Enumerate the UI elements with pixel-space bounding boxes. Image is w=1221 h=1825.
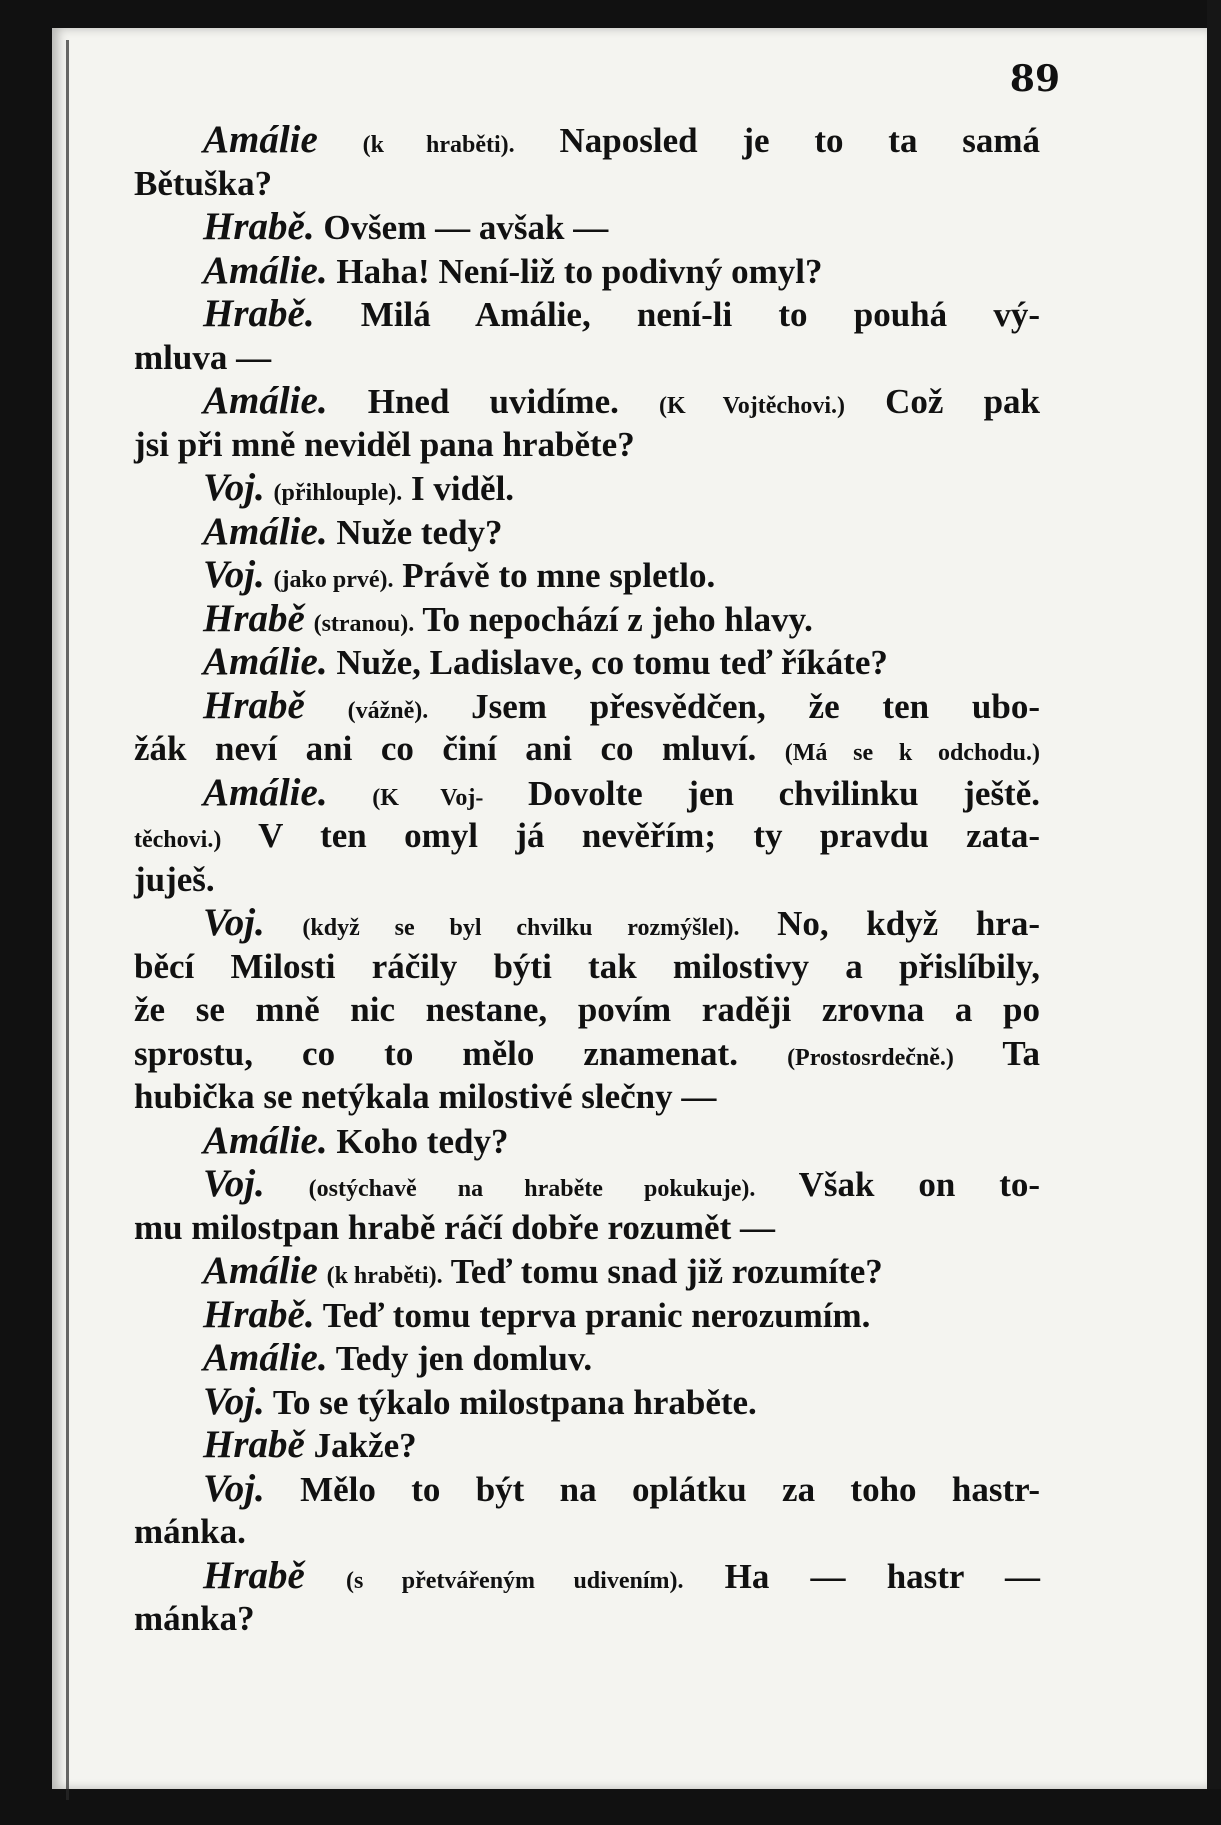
speaker-name: Hrabě. (203, 292, 315, 335)
spoken-text: mánka. (134, 1512, 246, 1551)
speaker-name: Hrabě (203, 683, 305, 727)
text-line (134, 1380, 1040, 1424)
text-line (134, 1249, 1040, 1293)
text-line (134, 945, 1040, 989)
text-line (134, 1206, 1040, 1250)
spoken-text: Haha! Není-liž to podivný omyl? (336, 251, 823, 291)
spoken-text: Ha — hastr — (724, 1556, 1041, 1596)
spoken-text: Koho tedy? (336, 1121, 509, 1161)
speaker-name: Hrabě (203, 1423, 305, 1466)
stage-direction: (vážně). (347, 697, 429, 724)
speaker-name: Amálie. (203, 1336, 328, 1379)
spoken-text: Mělo to být na oplátku za toho hastr- (300, 1469, 1040, 1509)
speaker-name: Amálie. (203, 640, 328, 683)
stage-direction: (Má se k odchodu.) (784, 740, 1040, 766)
text-line (134, 205, 1040, 249)
spoken-text: Jakže? (313, 1426, 417, 1465)
speaker-name: Voj. (203, 1466, 265, 1510)
speaker-name: Amálie. (203, 379, 328, 422)
text-line (134, 162, 1040, 206)
speaker-name: Voj. (203, 1379, 265, 1423)
text-line (134, 1336, 1040, 1380)
stage-direction: (K Vojtěchovi.) (658, 393, 846, 419)
stage-direction: (K Voj- (372, 784, 484, 811)
text-line (134, 1597, 1040, 1641)
stage-direction: (když se byl chvilku rozmýšlel). (302, 915, 740, 941)
text-line (134, 423, 1040, 467)
spoken-text: Právě to mne spletlo. (402, 556, 716, 595)
text-line (134, 640, 1040, 684)
spoken-text: Ta (1002, 1033, 1040, 1073)
text-line (134, 466, 1040, 510)
spoken-text: Nuže tedy? (336, 512, 503, 552)
speaker-name: Voj. (203, 466, 265, 509)
spoken-text: To se týkalo milostpana hraběte. (272, 1382, 757, 1422)
stage-direction: (s přetvářeným udivením). (346, 1567, 684, 1594)
text-line (134, 553, 1040, 597)
text-line (134, 1293, 1040, 1337)
text-line (134, 1075, 1040, 1119)
spoken-text: Teď tomu snad již rozumíte? (450, 1252, 883, 1291)
text-line (134, 379, 1040, 423)
scan-border-left (0, 0, 52, 1825)
speaker-name: Amálie. (203, 509, 328, 553)
speaker-name: Amálie (203, 1249, 318, 1292)
text-line (134, 249, 1040, 293)
page-number: 89 (1009, 58, 1060, 100)
scan-border-bottom (0, 1789, 1221, 1825)
stage-direction: (přihlouple). (273, 480, 403, 506)
speaker-name: Amálie (203, 118, 318, 161)
stage-direction: (stranou). (313, 610, 415, 637)
text-line (134, 597, 1040, 641)
text-line (134, 1032, 1040, 1076)
speaker-name: Hrabě. (203, 1292, 315, 1336)
spoken-text: sprostu, co to mělo znamenat. (134, 1033, 738, 1073)
spoken-text: mluva — (134, 337, 272, 377)
text-line (134, 901, 1040, 945)
spoken-text: No, když hra- (777, 904, 1040, 943)
stage-direction: těchovi.) (134, 827, 222, 853)
spoken-text: Nuže, Ladislave, co tomu teď říkáte? (336, 643, 888, 682)
spoken-text: V ten omyl já nevěřím; ty pravdu zata- (258, 816, 1041, 855)
speaker-name: Amálie. (203, 248, 328, 292)
text-line (134, 858, 1040, 902)
spoken-text: mu milostpan hrabě ráčí dobře rozumět — (134, 1207, 775, 1247)
text-line (134, 1162, 1040, 1206)
stage-direction: (jako prvé). (273, 567, 394, 593)
spoken-text: Však on to- (798, 1165, 1041, 1204)
spoken-text: juješ. (134, 859, 215, 899)
text-line (134, 727, 1040, 771)
stage-direction: (k hraběti). (326, 1263, 443, 1289)
page-binding-edge (66, 40, 69, 1800)
spoken-text: Naposled je to ta samá (559, 121, 1041, 160)
text-line (134, 814, 1040, 858)
text-line (134, 292, 1040, 336)
speaker-name: Hrabě (203, 1553, 305, 1597)
dialogue-text (134, 118, 1040, 1641)
stage-direction: (k hraběti). (362, 132, 515, 158)
speaker-name: Voj. (203, 553, 265, 596)
text-line (134, 118, 1040, 162)
speaker-name: Amálie. (203, 1118, 328, 1162)
spoken-text: Ovšem — avšak — (323, 208, 609, 247)
text-line (134, 336, 1040, 380)
text-line (134, 684, 1040, 728)
text-line (134, 510, 1040, 554)
scan-border-top (0, 0, 1221, 28)
spoken-text: Jsem přesvědčen, že ten ubo- (471, 686, 1040, 726)
spoken-text: Dovolte jen chvilinku ještě. (528, 773, 1040, 813)
scan-border-right (1207, 0, 1221, 1825)
text-line (134, 988, 1040, 1032)
spoken-text: I viděl. (410, 469, 515, 508)
text-line (134, 1510, 1040, 1554)
spoken-text: běcí Milosti ráčily býti tak milostivy a přislíbily, (134, 946, 1040, 986)
text-line (134, 1554, 1040, 1598)
spoken-text: Milá Amálie, není-li to pouhá vý- (360, 295, 1040, 334)
text-line (134, 771, 1040, 815)
spoken-text: Bětuška? (134, 163, 273, 203)
spoken-text: Což pak (885, 382, 1041, 421)
spoken-text: Tedy jen domluv. (335, 1339, 593, 1378)
stage-direction: (Prostosrdečně.) (787, 1044, 954, 1071)
spoken-text: hubička se netýkala milostivé slečny — (134, 1077, 717, 1116)
spoken-text: mánka? (134, 1599, 255, 1638)
speaker-name: Amálie. (203, 770, 328, 814)
speaker-name: Hrabě (203, 596, 305, 640)
spoken-text: žák neví ani co činí ani co mluví. (134, 729, 757, 768)
text-line (134, 1119, 1040, 1163)
text-line (134, 1423, 1040, 1467)
spoken-text: že se mně nic nestane, povím raději zrovna a po (134, 990, 1040, 1029)
speaker-name: Voj. (203, 1162, 265, 1205)
text-line (134, 1467, 1040, 1511)
spoken-text: Hned uvidíme. (367, 382, 619, 421)
spoken-text: jsi při mně neviděl pana hraběte? (134, 424, 635, 464)
spoken-text: Teď tomu teprva pranic nerozumím. (322, 1295, 871, 1335)
speaker-name: Voj. (203, 901, 265, 944)
spoken-text: To nepochází z jeho hlavy. (422, 599, 813, 639)
stage-direction: (ostýchavě na hraběte pokukuje). (308, 1176, 756, 1202)
speaker-name: Hrabě. (203, 205, 315, 248)
